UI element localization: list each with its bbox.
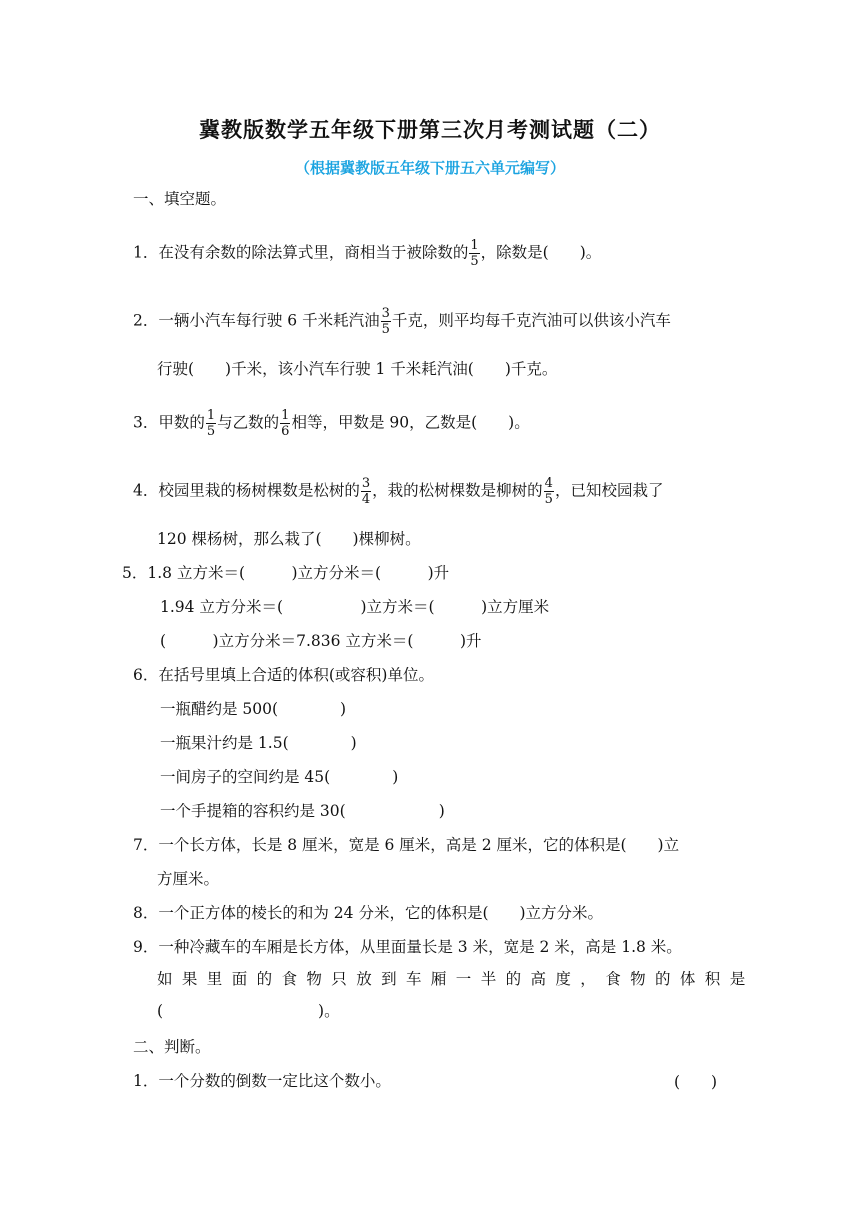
question-6-item-b: 一瓶果汁约是 1.5( ) xyxy=(160,734,357,752)
question-5: 5．1.8 立方米＝( )立方分米＝( )升 xyxy=(122,564,450,582)
q1-fraction-numerator: 1 xyxy=(470,238,479,253)
question-5-line-3: ( )立方分米＝7.836 立方米＝( )升 xyxy=(160,632,482,650)
q2-text-pre: 2．一辆小汽车每行驶 6 千米耗汽油 xyxy=(133,311,380,330)
q3-fraction-1 xyxy=(206,408,216,439)
q1-text-post: ，除数是( )。 xyxy=(480,243,602,262)
question-9: 9．一种冷藏车的车厢是长方体，从里面量长是 3 米，宽是 2 米，高是 1.8 米。 xyxy=(133,938,682,956)
q3-fraction-1-denominator: 5 xyxy=(206,424,216,439)
question-1 xyxy=(133,238,601,269)
q3-fraction-2-denominator: 6 xyxy=(281,424,290,439)
question-3 xyxy=(133,408,530,439)
question-9-line-3: ( )。 xyxy=(157,1002,340,1020)
q4-fraction-2 xyxy=(544,476,554,507)
q1-fraction xyxy=(469,238,479,269)
question-6-item-c: 一间房子的空间约是 45( ) xyxy=(160,768,399,786)
section-fill-blank-heading: 一、填空题。 xyxy=(133,190,227,208)
q1-text-pre: 1．在没有余数的除法算式里，商相当于被除数的 xyxy=(133,243,469,262)
q3-text-pre: 3．甲数的 xyxy=(133,413,205,432)
question-6-item-d: 一个手提箱的容积约是 30( ) xyxy=(160,802,445,820)
question-4-line-2: 120 棵杨树，那么栽了( )棵柳树。 xyxy=(157,530,421,548)
q4-fraction-1-numerator: 3 xyxy=(361,476,371,491)
q4-fraction-2-numerator: 4 xyxy=(544,476,553,491)
q2-fraction-denominator: 5 xyxy=(381,322,390,337)
q2-fraction-numerator: 3 xyxy=(381,306,390,321)
question-4 xyxy=(133,476,663,507)
q3-fraction-2 xyxy=(280,408,290,439)
question-7: 7．一个长方体，长是 8 厘米，宽是 6 厘米，高是 2 厘米，它的体积是( )立 xyxy=(133,836,680,854)
q4-fraction-2-denominator: 5 xyxy=(544,492,553,507)
question-6: 6．在括号里填上合适的体积(或容积)单位。 xyxy=(133,666,434,684)
q4-text-pre: 4．校园里栽的杨树棵数是松树的 xyxy=(133,481,360,500)
q3-fraction-2-numerator: 1 xyxy=(281,408,290,423)
page-subtitle: （根据冀教版五年级下册五六单元编写） xyxy=(294,159,565,177)
question-2 xyxy=(133,306,671,337)
judgment-1-answer-paren: ( ) xyxy=(674,1073,718,1091)
q4-fraction-1 xyxy=(361,476,371,507)
question-5-line-2: 1.94 立方分米＝( )立方米＝( )立方厘米 xyxy=(160,598,550,616)
question-6-item-a: 一瓶醋约是 500( ) xyxy=(160,700,347,718)
q1-fraction-denominator: 5 xyxy=(470,254,479,269)
question-7-line-2: 方厘米。 xyxy=(157,870,220,888)
q4-fraction-1-denominator: 4 xyxy=(361,492,371,507)
q3-text-mid: 与乙数的 xyxy=(217,413,280,432)
section-judgment-heading: 二、判断。 xyxy=(133,1038,211,1056)
question-2-line-2: 行驶( )千米，该小汽车行驶 1 千米耗汽油( )千克。 xyxy=(157,360,558,378)
q3-text-post: 相等，甲数是 90，乙数是( )。 xyxy=(291,413,530,432)
q4-text-post: ，已知校园栽了 xyxy=(554,481,664,500)
judgment-1: 1．一个分数的倒数一定比这个数小。 xyxy=(133,1072,391,1090)
page-title: 冀教版数学五年级下册第三次月考测试题（二） xyxy=(199,117,661,142)
question-8: 8．一个正方体的棱长的和为 24 分米，它的体积是( )立方分米。 xyxy=(133,904,604,922)
q2-text-post: 千克，则平均每千克汽油可以供该小汽车 xyxy=(391,311,671,330)
q2-fraction xyxy=(381,306,391,337)
q3-fraction-1-numerator: 1 xyxy=(206,408,216,423)
q4-text-mid: ，栽的松树棵数是柳树的 xyxy=(372,481,543,500)
question-9-line-2: 如果里面的食物只放到车厢一半的高度，食物的体积是 xyxy=(157,970,755,988)
